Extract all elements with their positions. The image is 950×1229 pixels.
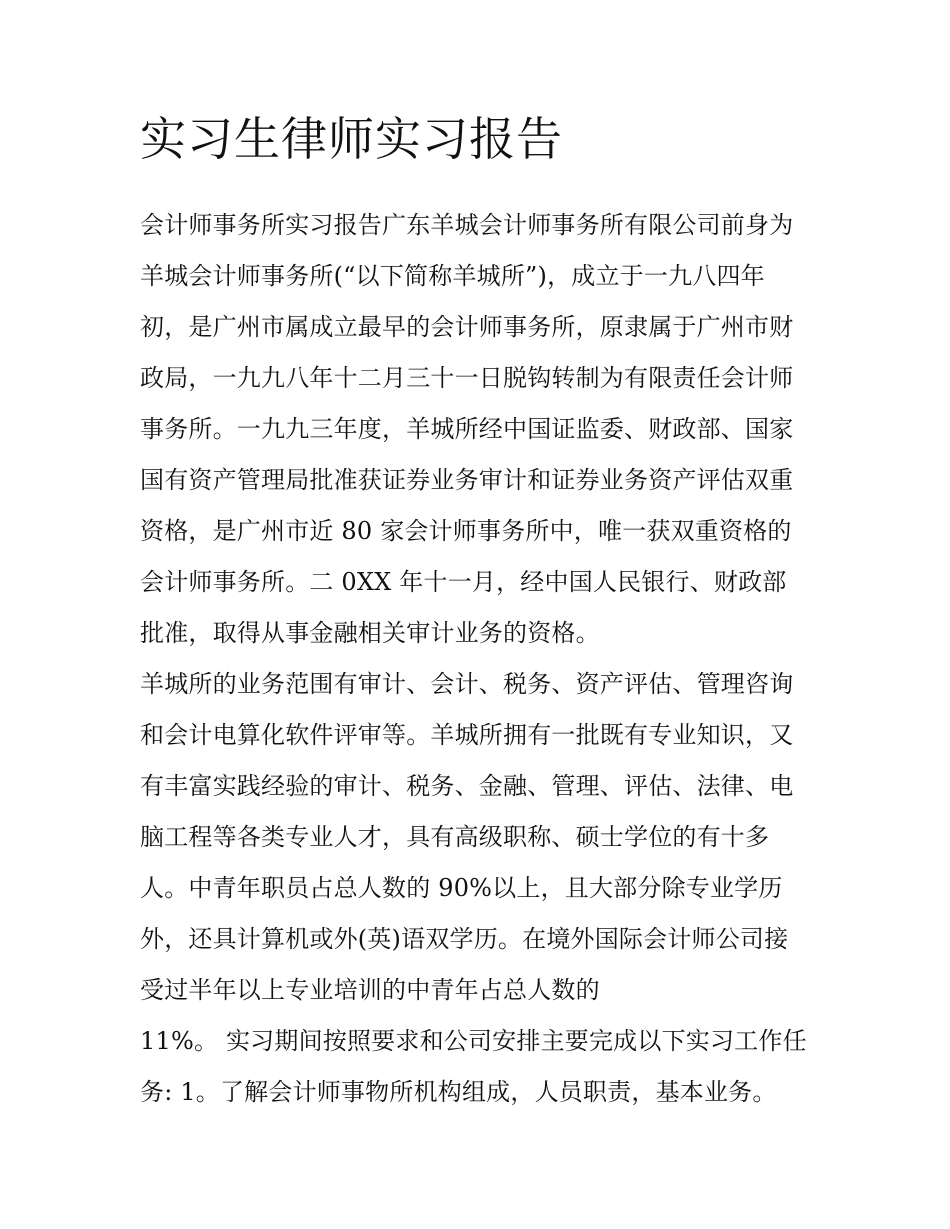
body-line: 羊城会计师事务所(“以下简称羊城所”)，成立于一九八四年: [140, 262, 765, 290]
document-title: 实习生律师实习报告: [140, 112, 563, 166]
document-body: [140, 200, 820, 1118]
body-line: 受过半年以上专业培训的中青年占总人数的: [140, 976, 600, 1004]
body-line: 羊城所的业务范围有审计、会计、税务、资产评估、管理咨询: [140, 670, 794, 698]
body-line: 会计师事务所实习报告广东羊城会计师事务所有限公司前身为: [140, 211, 794, 239]
body-line: 有丰富实践经验的审计、税务、金融、管理、评估、法律、电: [140, 772, 794, 800]
body-line: 人。中青年职员占总人数的 90%以上，且大部分除专业学历: [140, 874, 783, 902]
body-line: 政局，一九九八年十二月三十一日脱钩转制为有限责任会计师: [140, 364, 794, 392]
body-line: 11%。 实习期间按照要求和公司安排主要完成以下实习工作任: [140, 1027, 807, 1055]
body-line: 务: 1。了解会计师事物所机构组成，人员职责，基本业务。: [140, 1078, 777, 1106]
body-line: 脑工程等各类专业人才，具有高级职称、硕士学位的有十多: [140, 823, 770, 851]
body-line: 初，是广州市属成立最早的会计师事务所，原隶属于广州市财: [140, 313, 794, 341]
body-line: 会计师事务所。二 0XX 年十一月，经中国人民银行、财政部: [140, 568, 787, 596]
body-line: 事务所。一九九三年度，羊城所经中国证监委、财政部、国家: [140, 415, 794, 443]
body-line: 国有资产管理局批准获证券业务审计和证券业务资产评估双重: [140, 466, 794, 494]
body-line: 和会计电算化软件评审等。羊城所拥有一批既有专业知识，又: [140, 721, 794, 749]
body-line: 资格，是广州市近 80 家会计师事务所中，唯一获双重资格的: [140, 517, 792, 545]
body-line: 批准，取得从事金融相关审计业务的资格。: [140, 619, 600, 647]
body-line: 外，还具计算机或外(英)语双学历。在境外国际会计师公司接: [140, 925, 789, 953]
